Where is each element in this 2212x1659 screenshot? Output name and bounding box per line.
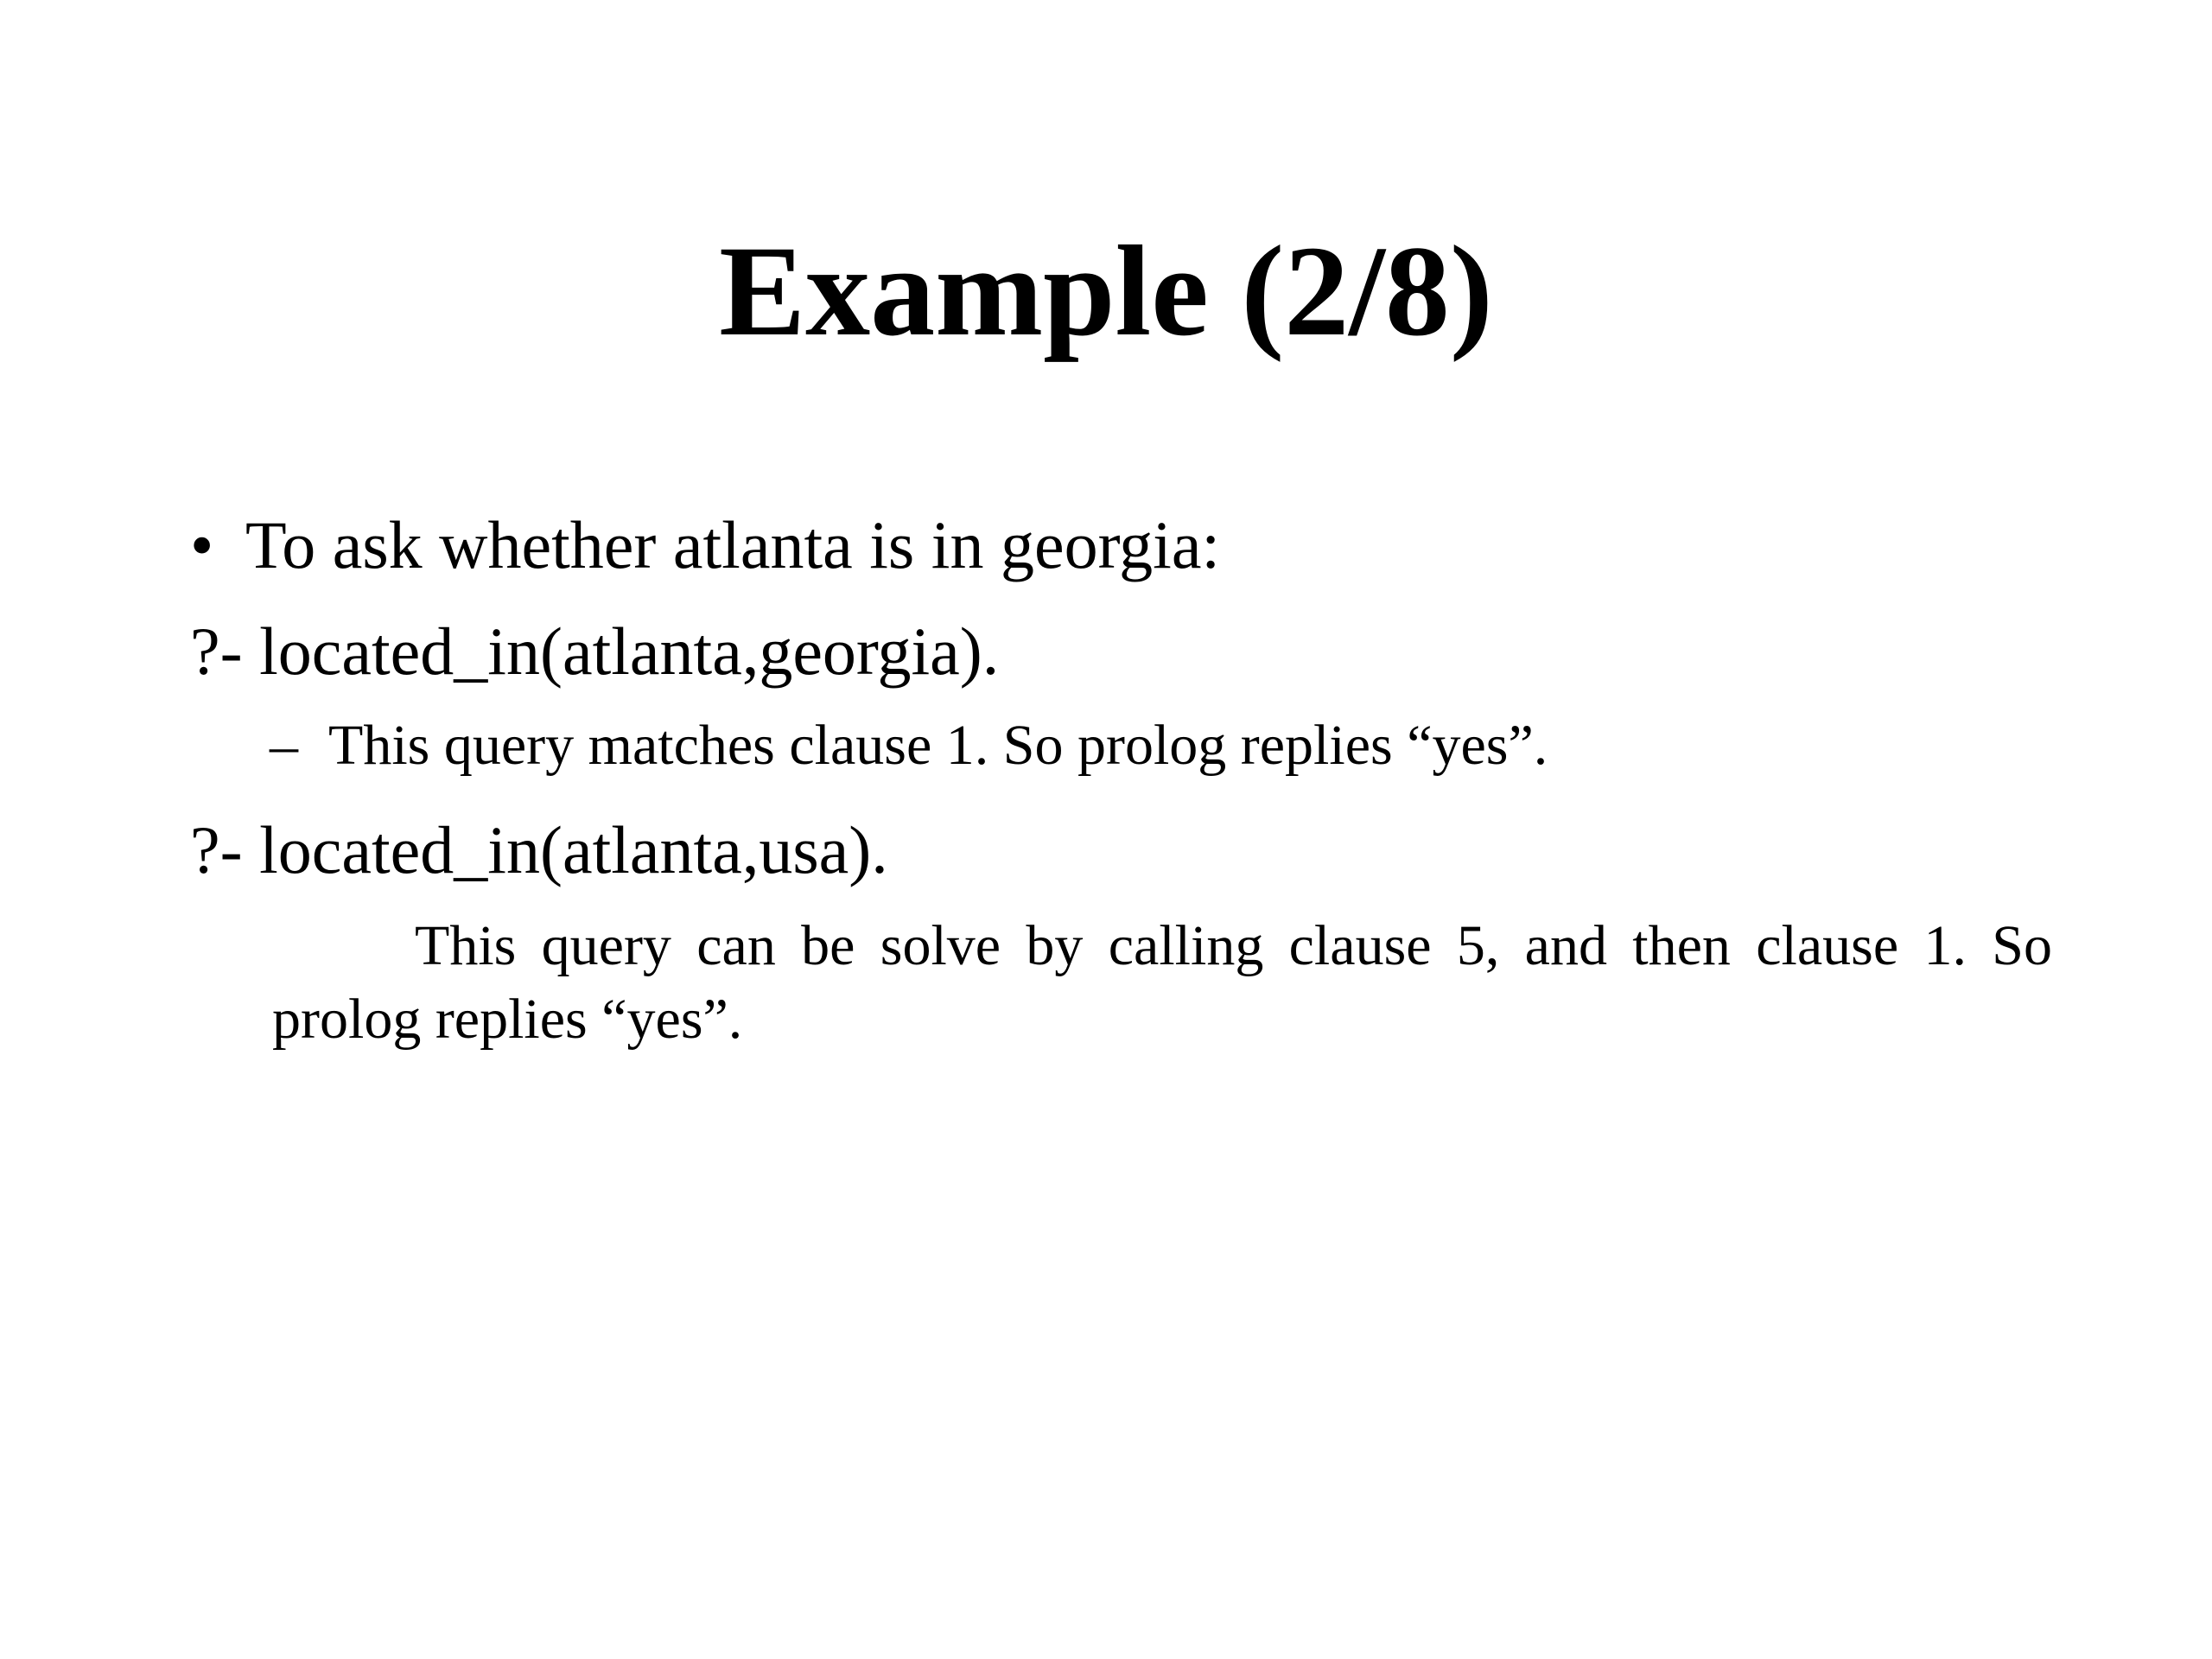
dash-marker: – bbox=[270, 714, 298, 777]
sub-bullet-text: This query matches clause 1. So prolog replies “yes”. bbox=[328, 714, 1548, 777]
bullet-marker: • bbox=[190, 507, 214, 582]
bullet-line bbox=[190, 507, 1221, 582]
explanation-paragraph: This query can be solve by calling clause 5, and then clause 1. So prolog replies “yes”. bbox=[272, 914, 2052, 1051]
query-located-in-georgia: ?- located_in(atlanta,georgia). bbox=[190, 613, 1000, 689]
slide-title: Example (2/8) bbox=[719, 219, 1493, 363]
query-located-in-usa: ?- located_in(atlanta,usa). bbox=[190, 812, 888, 887]
bullet-text: To ask whether atlanta is in georgia: bbox=[245, 507, 1221, 582]
sub-bullet-line bbox=[270, 714, 1548, 777]
